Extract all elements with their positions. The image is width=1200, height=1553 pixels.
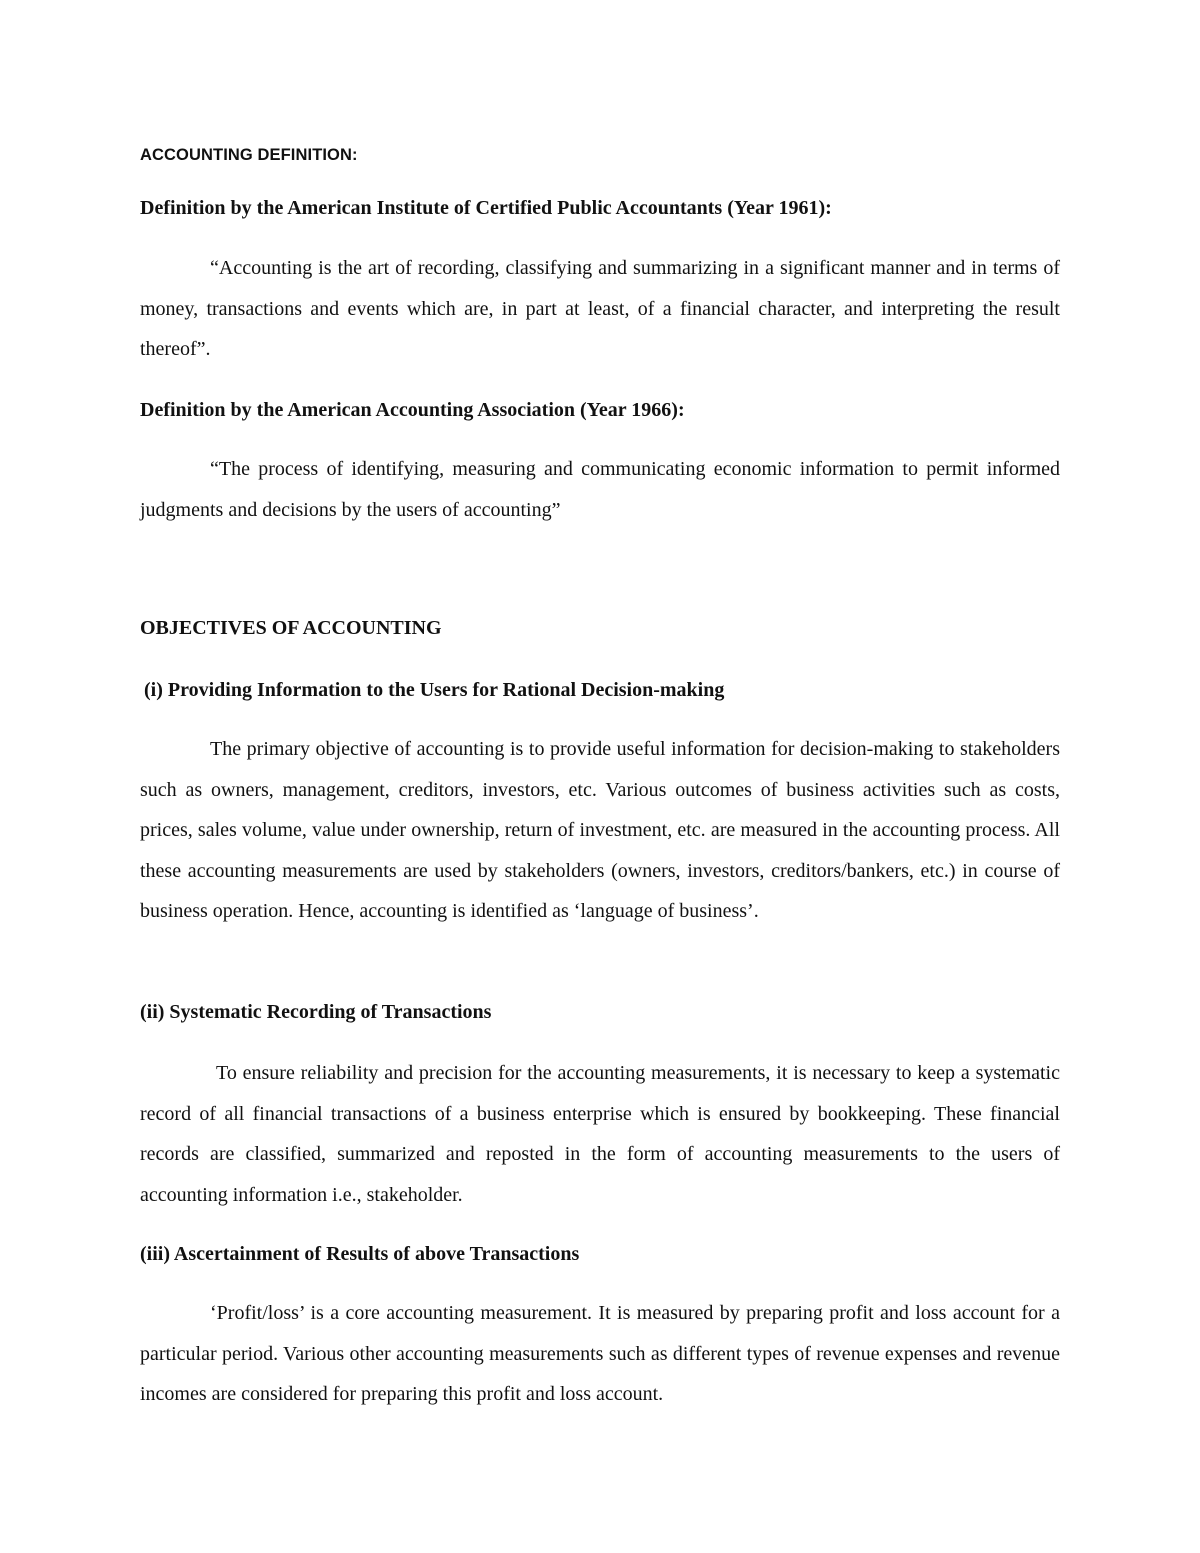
objectives-heading: OBJECTIVES OF ACCOUNTING <box>140 617 442 639</box>
definition-1-heading: Definition by the American Institute of Certified Public Accountants (Year 1961): <box>140 197 832 219</box>
definition-2-text: “The process of identifying, measuring and communicating economic information to permit informed judgments and decisions by the users of accounting” <box>140 458 1060 521</box>
objective-2-heading: (ii) Systematic Recording of Transactions <box>140 1001 492 1023</box>
objective-2-text: To ensure reliability and precision for the accounting measurements, it is necessary to keep a systematic record of all financial transactions of a business enterprise which is ensured by bookkeeping. These financial records are classified, summarized and reposted in the form of accounting measurements to the users of accounting information i.e., stakeholder. <box>140 1062 1060 1206</box>
definition-2-heading: Definition by the American Accounting Association (Year 1966): <box>140 399 685 421</box>
main-heading: ACCOUNTING DEFINITION: <box>140 146 358 164</box>
definition-1-text: “Accounting is the art of recording, classifying and summarizing in a significant manner and in terms of money, transactions and events which are, in part at least, of a financial character, and interpreting the result thereof”. <box>140 257 1060 361</box>
objective-3-heading: (iii) Ascertainment of Results of above Transactions <box>140 1243 580 1265</box>
objective-1-heading: (i) Providing Information to the Users for Rational Decision-making <box>144 679 725 701</box>
objective-3-text: ‘Profit/loss’ is a core accounting measurement. It is measured by preparing profit and loss account for a particular period. Various other accounting measurements such as different types of revenue expenses and revenue incomes are considered for preparing this profit and loss account. <box>140 1302 1060 1406</box>
objective-1-text: The primary objective of accounting is to provide useful information for decision-making to stakeholders such as owners, management, creditors, investors, etc. Various outcomes of business activities such as costs, prices, sales volume, value under ownership, return of investment, etc. are measured in the accounting process. All these accounting measurements are used by stakeholders (owners, investors, creditors/bankers, etc.) in course of business operation. Hence, accounting is identified as ‘language of business’. <box>140 738 1060 923</box>
